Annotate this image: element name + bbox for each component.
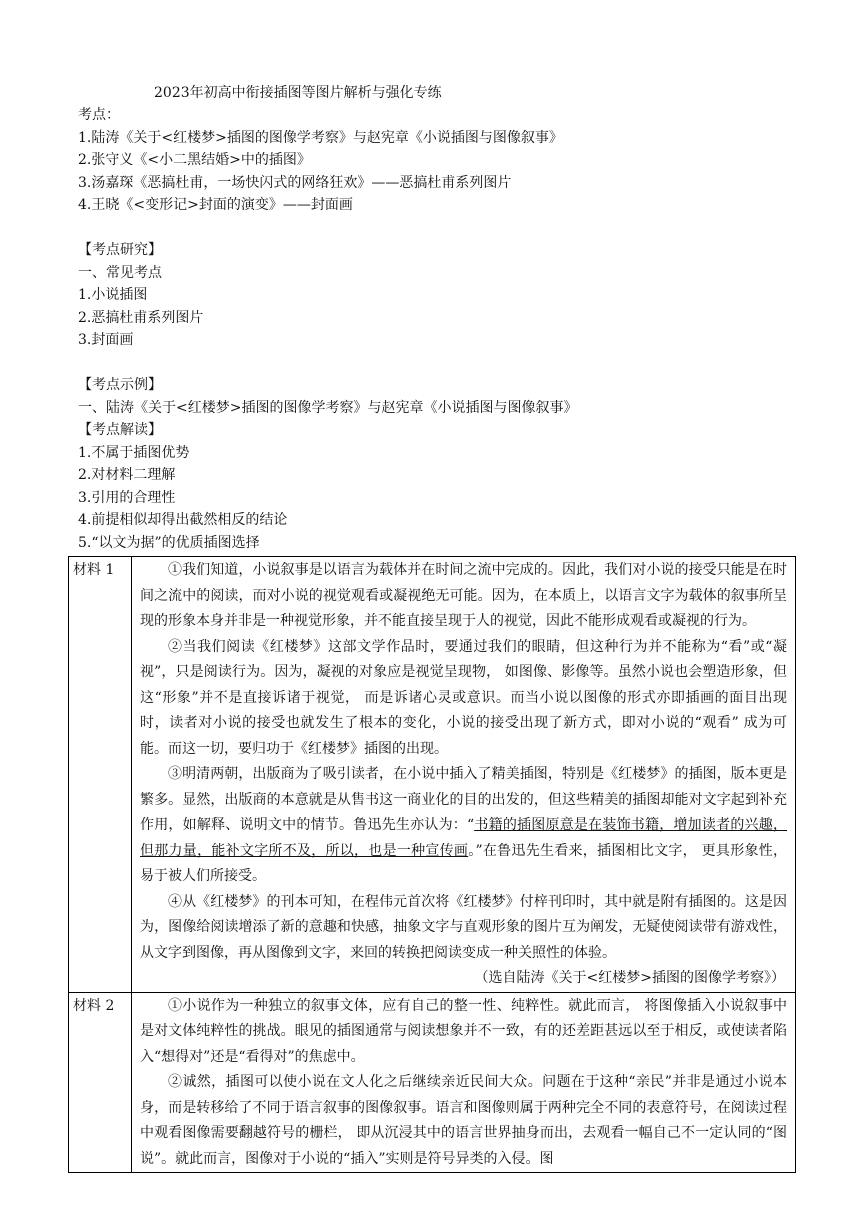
material-paragraph: ④从《红楼梦》的刊本可知，在程伟元首次将《红楼梦》付梓刊印时，其中就是附有插图的。这是因为，图像给阅读增添了新的意趣和快感，抽象文字与直观形象的图片互为阐发，无疑使阅读带有游戏性，从文字到图像，再从图像到文字，来回的转换把阅读变成一种关照性的体验。 <box>140 893 787 961</box>
kaodian-item: 2.张守义《<小二黑结婚>中的插图》 <box>78 152 311 168</box>
material-label: 材料 1 <box>69 557 132 993</box>
reading-item: 2.对材料二理解 <box>78 467 176 483</box>
reading-item: 5.“以文为据”的优质插图选择 <box>78 534 260 551</box>
kaodian-item: 3.汤嘉琛《恶搞杜甫，一场快闪式的网络狂欢》——恶搞杜甫系列图片 <box>78 174 512 191</box>
materials-table <box>68 556 796 1173</box>
kaodian-header: 考点： <box>78 107 120 123</box>
reading-item: 1.不属于插图优势 <box>78 444 190 461</box>
reading-header: 【考点解读】 <box>78 422 162 438</box>
example-title: 一、陆涛《关于<红楼梦>插图的图像学考察》与赵宪章《小说插图与图像叙事》 <box>78 399 578 416</box>
reading-item: 4.前提相似却得出截然相反的结论 <box>78 512 288 528</box>
kaodian-item: 4.王晓《<变形记>封面的演变》——封面画 <box>78 197 353 213</box>
paragraph-text: ③明清两朝，出版商为了吸引读者，在小说中插入了精美插图，特别是《红楼梦》的插图，版本更是繁多。显然，出版商的本意就是从售书这一商业化的目的出发的，但这些精美的插图却能对文字起到补充作用，如解释、说明文中的情节。鲁迅先生亦认为：“ <box>140 766 787 833</box>
material-paragraph: ①小说作为一种独立的叙事文体，应有自己的整一性、纯粹性。就此而言， 将图像插入小说叙事中是对文体纯粹性的挑战。眼见的插图通常与阅读想象并不一致，有的还差距甚远以至于相反，或使读者陷入“想得对”还是“看得对”的焦虑中。 <box>140 997 787 1065</box>
material-body <box>132 557 796 993</box>
document-page <box>78 82 790 554</box>
spacer <box>78 352 790 375</box>
spacer <box>78 217 790 240</box>
kaodian-item: 1.陆涛《关于<红楼梦>插图的图像学考察》与赵宪章《小说插图与图像叙事》 <box>78 129 563 146</box>
material-paragraph: ②当我们阅读《红楼梦》这部文学作品时，要通过我们的眼睛，但这种行为并不能称为“看”或“凝视”，只是阅读行为。因为，凝视的对象应是视觉呈现物， 如图像、影像等。虽然小说也会塑造形象，但这“形象”并不是直接诉诸于视觉， 而是诉诸心灵或意识。而当小说以图像的形式亦即插画的面目出现时，读者对小说的接受也就发生了根本的变化，小说的接受出现了新方式，即对小说的“观看” 成为可能。而这一切，要归功于《红楼梦》插图的出现。 <box>140 638 787 757</box>
material-paragraph <box>140 762 787 890</box>
material-source: （选自陆涛《关于<红楼梦>插图的图像学考察》） <box>474 970 785 986</box>
common-item: 2.恶搞杜甫系列图片 <box>78 309 204 326</box>
research-header: 【考点研究】 <box>78 242 162 258</box>
common-item: 3.封面画 <box>78 332 134 348</box>
paragraph-text: 。”在鲁迅先生看来，插图相比文字， 更具形象性，易于被人们所接受。 <box>140 842 788 884</box>
material-label: 材料 2 <box>69 992 132 1173</box>
material-row <box>69 557 796 993</box>
reading-item: 3.引用的合理性 <box>78 489 176 506</box>
document-title: 2023年初高中衔接插图等图片解析与强化专练 <box>154 85 442 101</box>
example-header: 【考点示例】 <box>78 377 162 393</box>
common-header: 一、常见考点 <box>78 264 162 281</box>
material-paragraph: ①我们知道，小说叙事是以语言为载体并在时间之流中完成的。因此，我们对小说的接受只能是在时间之流中的阅读，而对小说的视觉观看或凝视绝无可能。因为，在本质上，以语言文字为载体的叙事所呈现的形象本身并非是一种视觉形象，并不能直接呈现于人的视觉，因此不能形成观看或凝视的行为。 <box>140 562 787 629</box>
material-body <box>132 992 796 1173</box>
material-paragraph: ②诚然，插图可以使小说在文人化之后继续亲近民间大众。问题在于这种“亲民”并非是通过小说本身，而是转移给了不同于语言叙事的图像叙事。语言和图像则属于两种完全不同的表意符号，在阅读过程中观看图像需要翻越符号的栅栏， 即从沉浸其中的语言世界抽身而出，去观看一幅自己不一定认同的“图说”。就此而言，图像对于小说的“插入”实则是符号异类的入侵。图 <box>140 1074 787 1167</box>
common-item: 1.小说插图 <box>78 287 148 303</box>
lu-xun-quote: 书籍的插图原意是在装饰书籍，增加读者的兴趣，但那力量，能补文字所不及，所以，也是一种宣传画 <box>140 817 787 859</box>
material-row <box>69 992 796 1173</box>
